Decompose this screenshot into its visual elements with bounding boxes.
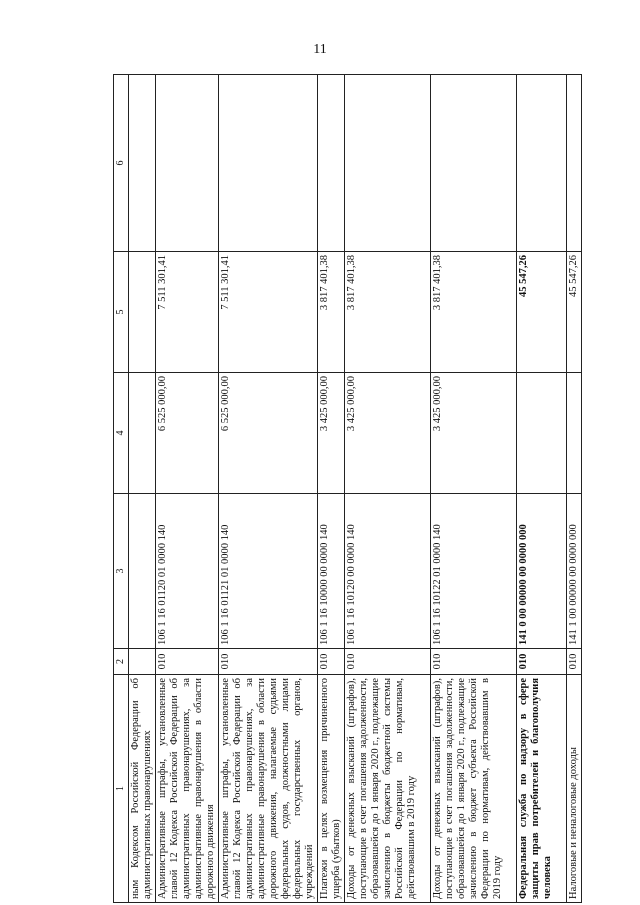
header-row [114, 75, 129, 903]
row-plan [567, 373, 582, 494]
header-col-1: 1 [114, 675, 129, 903]
row-plan [129, 373, 156, 494]
row-actual: 45 547,26 [567, 252, 582, 373]
header-col-3: 3 [114, 494, 129, 649]
rotated-table-frame [113, 75, 625, 903]
row-kbk: 106 1 16 10120 00 0000 140 [345, 494, 431, 649]
row-code: 010 [156, 649, 219, 675]
row-actual: 7 511 301,41 [219, 252, 318, 373]
row-plan: 6 525 000,00 [219, 373, 318, 494]
table-row [318, 75, 345, 903]
header-col-2: 2 [114, 649, 129, 675]
header-col-6: 6 [114, 75, 129, 252]
row-col6 [318, 75, 345, 252]
header-col-4: 4 [114, 373, 129, 494]
page-number: 11 [313, 42, 327, 57]
row-col6 [567, 75, 582, 252]
row-actual: 3 817 401,38 [318, 252, 345, 373]
row-plan: 3 425 000,00 [431, 373, 517, 494]
revenue-table [113, 74, 582, 903]
row-code: 010 [517, 649, 567, 675]
row-code [129, 649, 156, 675]
row-plan [517, 373, 567, 494]
row-kbk: 106 1 16 10000 00 0000 140 [318, 494, 345, 649]
row-col6 [345, 75, 431, 252]
row-name: Административные штрафы, установленные главой 12 Кодекса Российской Федерации об административных правонарушениях, за административные правонарушения в области дорожного движения, налагаемые судьями федеральных судов, должностными лицами федеральных государственных органов, учреждений [219, 675, 318, 903]
landscape-page [113, 75, 625, 903]
row-actual: 3 817 401,38 [431, 252, 517, 373]
row-actual [129, 252, 156, 373]
row-code: 010 [318, 649, 345, 675]
table-row [567, 75, 582, 903]
row-plan: 3 425 000,00 [318, 373, 345, 494]
row-kbk: 106 1 16 10122 01 0000 140 [431, 494, 517, 649]
row-col6 [431, 75, 517, 252]
row-plan: 6 525 000,00 [156, 373, 219, 494]
row-kbk: 141 0 00 00000 00 0000 000 [517, 494, 567, 649]
table-row [345, 75, 431, 903]
row-name: Доходы от денежных взысканий (штрафов), поступающие в счет погашения задолженности, образовавшейся до 1 января 2020 г., подлежащие зачислению в бюджеты бюджетной системы Российской Федерации по нормативам, действовавшим в 2019 году [345, 675, 431, 903]
row-actual: 7 511 301,41 [156, 252, 219, 373]
row-kbk: 106 1 16 01120 01 0000 140 [156, 494, 219, 649]
row-kbk [129, 494, 156, 649]
table-row [219, 75, 318, 903]
row-code: 010 [431, 649, 517, 675]
row-col6 [219, 75, 318, 252]
row-name: Налоговые и неналоговые доходы [567, 675, 582, 903]
row-name: Платежи в целях возмещения причиненного ущерба (убытков) [318, 675, 345, 903]
row-code: 010 [567, 649, 582, 675]
row-actual: 3 817 401,38 [345, 252, 431, 373]
row-kbk: 141 1 00 00000 00 0000 000 [567, 494, 582, 649]
row-name: ным Кодексом Российской Федерации об административных правонарушениях [129, 675, 156, 903]
row-actual: 45 547,26 [517, 252, 567, 373]
header-col-5: 5 [114, 252, 129, 373]
table-row [517, 75, 567, 903]
row-code: 010 [219, 649, 318, 675]
table-row [156, 75, 219, 903]
row-name: Федеральная служба по надзору в сфере защиты прав потребителей и благополучия человека [517, 675, 567, 903]
row-code: 010 [345, 649, 431, 675]
row-col6 [517, 75, 567, 252]
row-kbk: 106 1 16 01121 01 0000 140 [219, 494, 318, 649]
row-col6 [156, 75, 219, 252]
row-col6 [129, 75, 156, 252]
table-row [431, 75, 517, 903]
row-name: Административные штрафы, установленные главой 12 Кодекса Российской Федерации об административных правонарушениях, за административные правонарушения в области дорожного движения [156, 675, 219, 903]
row-name: Доходы от денежных взысканий (штрафов), поступающие в счет погашения задолженности, образовавшейся до 1 января 2020 г., подлежащие зачислению в бюджет субъекта Российской Федерации по нормативам, действовавшим в 2019 году [431, 675, 517, 903]
table-row [129, 75, 156, 903]
row-plan: 3 425 000,00 [345, 373, 431, 494]
